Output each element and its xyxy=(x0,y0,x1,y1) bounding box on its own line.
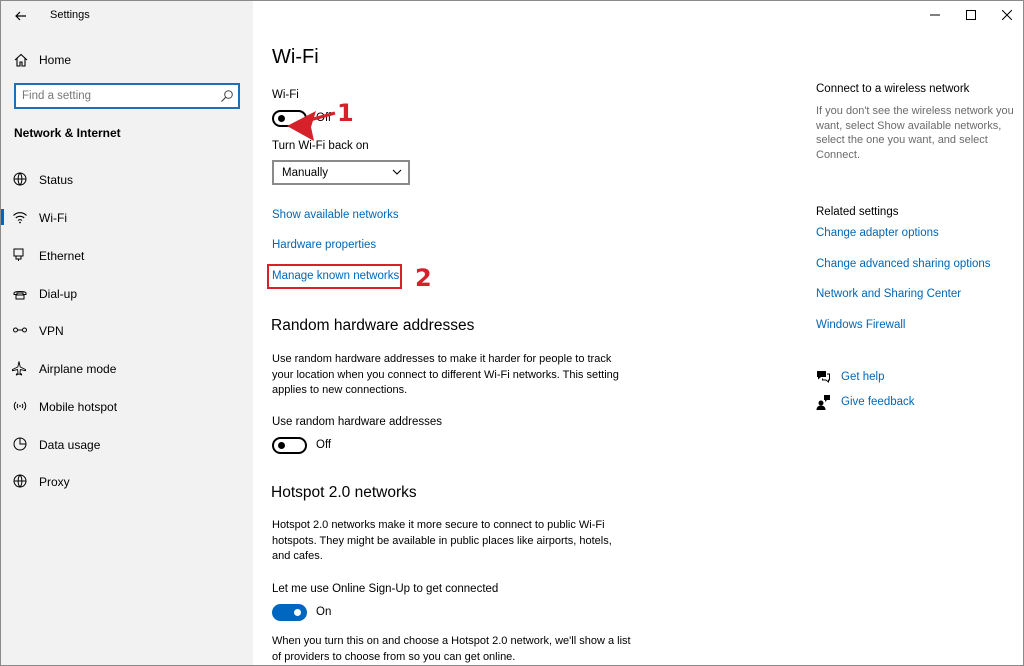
sidebar-item-label: Airplane mode xyxy=(39,362,117,376)
close-button[interactable] xyxy=(989,1,1024,29)
sidebar-item-wifi[interactable] xyxy=(1,203,253,231)
maximize-icon xyxy=(966,10,976,20)
hardware-properties-link[interactable]: Hardware properties xyxy=(272,239,377,251)
main-content xyxy=(253,1,1024,666)
sidebar-item-airplane[interactable] xyxy=(1,354,253,382)
title-bar xyxy=(1,1,253,31)
sidebar-item-dialup[interactable] xyxy=(1,279,253,307)
sidebar-item-label: Mobile hotspot xyxy=(39,400,118,414)
ethernet-icon xyxy=(12,247,28,263)
toggle-knob xyxy=(294,609,301,616)
dropdown-value: Manually xyxy=(282,167,329,179)
help-chat-icon xyxy=(815,369,831,385)
change-adapter-options-link[interactable]: Change adapter options xyxy=(816,227,939,239)
wifi-label: Wi-Fi xyxy=(272,89,299,101)
home-icon xyxy=(13,52,29,68)
feedback-icon xyxy=(815,394,831,410)
back-button[interactable] xyxy=(9,5,33,27)
sidebar-item-ethernet[interactable] xyxy=(1,241,253,269)
sidebar-item-label: Dial-up xyxy=(39,287,78,301)
maximize-button[interactable] xyxy=(953,1,989,29)
sidebar-item-label: Wi-Fi xyxy=(39,211,67,225)
sidebar-item-status[interactable] xyxy=(1,165,253,193)
airplane-icon xyxy=(12,360,28,376)
network-sharing-center-link[interactable]: Network and Sharing Center xyxy=(816,288,962,300)
connect-title: Connect to a wireless network xyxy=(816,83,970,95)
minimize-icon xyxy=(930,10,940,20)
turn-back-on-dropdown[interactable] xyxy=(272,160,410,185)
sidebar-item-label: Ethernet xyxy=(39,249,85,263)
sidebar-section-title: Network & Internet xyxy=(14,126,121,140)
close-icon xyxy=(1002,10,1012,20)
hotspot-toggle[interactable] xyxy=(272,604,307,621)
random-hw-toggle[interactable] xyxy=(272,437,307,454)
sidebar-item-label: Proxy xyxy=(39,475,70,489)
wifi-icon xyxy=(12,209,28,225)
chevron-down-icon xyxy=(392,168,402,176)
back-arrow-icon xyxy=(15,11,27,21)
sidebar-item-label: Status xyxy=(39,173,74,187)
hotspot-toggle-label: Let me use Online Sign-Up to get connected xyxy=(272,583,499,595)
search-box[interactable] xyxy=(14,83,240,109)
show-available-networks-link[interactable]: Show available networks xyxy=(272,209,399,221)
hotspot-description: Hotspot 2.0 networks make it more secure to connect to public Wi-Fi hotspots. They might be available in public places like airports, hotels, and cafes. xyxy=(272,519,612,562)
windows-firewall-link[interactable]: Windows Firewall xyxy=(816,319,906,331)
sidebar-item-label: VPN xyxy=(39,324,64,338)
sidebar xyxy=(1,1,253,666)
globe-status-icon xyxy=(12,171,28,187)
manage-known-networks-link[interactable]: Manage known networks xyxy=(272,270,400,282)
annotation-step-2: 2 xyxy=(415,264,432,292)
get-help-link[interactable]: Get help xyxy=(841,371,885,383)
annotation-highlight-box xyxy=(267,264,402,289)
give-feedback-link[interactable]: Give feedback xyxy=(841,396,915,408)
vpn-icon xyxy=(12,322,28,338)
sidebar-item-label: Data usage xyxy=(39,438,101,452)
sidebar-item-proxy[interactable] xyxy=(1,467,253,495)
connect-description: If you don't see the wireless network you want, select Show available networks, select the one you want, and select Connect. xyxy=(816,105,1014,161)
related-settings-title: Related settings xyxy=(816,206,899,218)
hotspot-icon xyxy=(12,398,28,414)
selection-indicator xyxy=(1,209,4,225)
random-hw-toggle-state: Off xyxy=(316,439,332,451)
window-controls xyxy=(917,1,1024,31)
sidebar-item-data-usage[interactable] xyxy=(1,430,253,458)
annotation-step-1: 1 xyxy=(337,99,354,127)
search-icon[interactable] xyxy=(220,89,234,103)
page-title: Wi-Fi xyxy=(272,46,319,68)
hotspot-toggle-state: On xyxy=(316,606,332,618)
sidebar-item-home[interactable] xyxy=(1,48,253,72)
search-input[interactable] xyxy=(22,88,212,104)
toggle-knob xyxy=(278,442,285,449)
minimize-button[interactable] xyxy=(917,1,953,29)
sidebar-item-label: Home xyxy=(39,53,72,67)
random-hw-heading: Random hardware addresses xyxy=(271,317,475,334)
random-hw-toggle-label: Use random hardware addresses xyxy=(272,416,443,428)
change-advanced-sharing-link[interactable]: Change advanced sharing options xyxy=(816,258,991,270)
hotspot-footer-text: When you turn this on and choose a Hotspot 2.0 network, we'll show a list of providers to choose from so you can get online. xyxy=(272,635,631,663)
wifi-toggle-state: Off xyxy=(316,112,332,124)
sidebar-item-vpn[interactable] xyxy=(1,316,253,344)
data-usage-icon xyxy=(12,436,28,452)
dialup-icon xyxy=(12,285,28,301)
app-title: Settings xyxy=(50,9,90,21)
sidebar-item-mobile-hotspot[interactable] xyxy=(1,392,253,420)
random-hw-description: Use random hardware addresses to make it harder for people to track your location when you connect to different Wi-Fi networks. This setting applies to new connections. xyxy=(272,353,619,396)
globe-icon xyxy=(12,473,28,489)
hotspot-heading: Hotspot 2.0 networks xyxy=(271,484,417,501)
turn-back-on-label: Turn Wi-Fi back on xyxy=(272,140,369,152)
